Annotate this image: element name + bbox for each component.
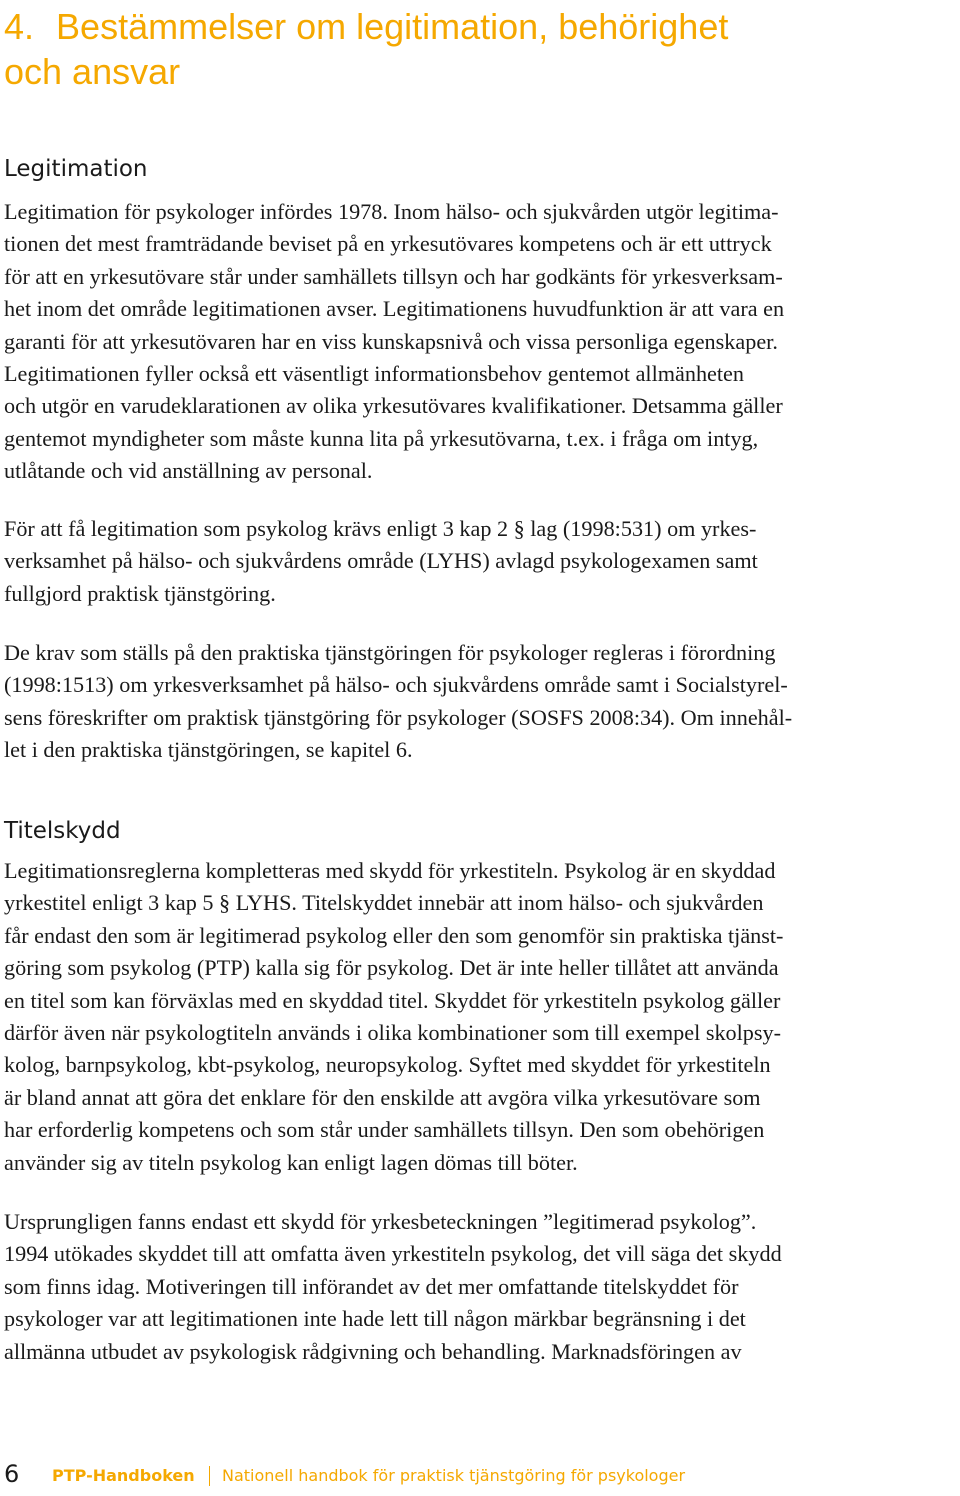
text-line: har erforderlig kompetens och som står under samhällets tillsyn. Den som obehörigen [4,1117,765,1143]
text-line: för att en yrkesutövare står under samhällets tillsyn och har godkänts för yrkesverksam- [4,263,783,289]
text-line: och utgör en varudeklarationen av olika yrkesutövares kvalifikationer. Detsamma gäller [4,393,783,419]
text-line: göring som psykolog (PTP) kalla sig för psykolog. Det är inte heller tillåtet att använda [4,955,779,981]
paragraph-legitimation-intro [4,196,784,488]
text-line: sens föreskrifter om praktisk tjänstgöring för psykologer (SOSFS 2008:34). Om innehål- [4,704,793,730]
text-line: kolog, barnpsykolog, kbt-psykolog, neuropsykolog. Syftet med skyddet för yrkestiteln [4,1052,771,1078]
paragraph-practical-service [4,637,792,767]
paragraph-title-history [4,1206,782,1368]
text-line: Legitimation för psykologer infördes 1978. Inom hälso- och sjukvården utgör legitima- [4,199,779,224]
text-line: 1994 utökades skyddet till att omfatta även yrkestiteln psykolog, det vill säga det skydd [4,1241,782,1267]
footer-divider [209,1466,210,1486]
text-line: får endast den som är legitimerad psykolog eller den som genomför sin praktiska tjänst- [4,922,784,948]
paragraph-titelskydd [4,855,783,1179]
text-line: använder sig av titeln psykolog kan enligt lagen dömas till böter. [4,1149,578,1175]
chapter-title-line-1: Bestämmelser om legitimation, behörighet [56,6,729,47]
text-line: let i den praktiska tjänstgöringen, se kapitel 6. [4,737,413,763]
chapter-number: 4. [4,6,35,47]
text-line: För att få legitimation som psykolog krävs enligt 3 kap 2 § lag (1998:531) om yrkes- [4,516,757,541]
text-line: allmänna utbudet av psykologisk rådgivning och behandling. Marknadsföringen av [4,1338,742,1364]
paragraph-legitimation-requirements [4,513,758,610]
text-line: Ursprungligen fanns endast ett skydd för yrkesbeteckningen ”legitimerad psykolog”. [4,1209,757,1234]
section-heading-titelskydd: Titelskydd [4,818,121,844]
footer-brand: PTP-Handboken [52,1466,195,1485]
text-line: psykologer var att legitimationen inte hade lett till någon märkbar begränsning i det [4,1306,746,1332]
page-number: 6 [4,1460,20,1488]
text-line: som finns idag. Motiveringen till införandet av det mer omfattande titelskyddet för [4,1273,739,1299]
footer-subtitle: Nationell handbok för praktisk tjänstgöring för psykologer [222,1466,686,1485]
text-line: gentemot myndigheter som måste kunna lita på yrkesutövarna, t.ex. i fråga om intyg, [4,425,759,451]
text-line: (1998:1513) om yrkesverksamhet på hälso- och sjukvårdens område samt i Socialstyrel- [4,672,788,698]
text-line: yrkestitel enligt 3 kap 5 § LYHS. Titelskyddet innebär att inom hälso- och sjukvården [4,890,764,916]
section-heading-legitimation: Legitimation [4,156,148,182]
text-line: är bland annat att göra det enklare för den enskilde att avgöra vilka yrkesutövare som [4,1084,761,1110]
document-page [4,0,954,1496]
chapter-title [4,4,944,94]
text-line: De krav som ställs på den praktiska tjänstgöringen för psykologer regleras i förordning [4,640,776,665]
text-line: fullgjord praktisk tjänstgöring. [4,580,276,606]
text-line: Legitimationen fyller också ett väsentligt informationsbehov gentemot allmänheten [4,361,744,387]
text-line: tionen det mest framträdande beviset på en yrkesutövares kompetens och är ett uttryck [4,231,772,257]
text-line: Legitimationsreglerna kompletteras med skydd för yrkestiteln. Psykolog är en skyddad [4,858,776,883]
text-line: en titel som kan förväxlas med en skyddad titel. Skyddet för yrkestiteln psykolog gäller [4,987,781,1013]
chapter-title-line-2: och ansvar [4,51,181,92]
text-line: verksamhet på hälso- och sjukvårdens område (LYHS) avlagd psykologexamen samt [4,548,758,574]
text-line: utlåtande och vid anställning av personal. [4,458,373,484]
text-line: därför även när psykologtiteln används i olika kombinationer som till exempel skolpsy- [4,1020,782,1046]
text-line: garanti för att yrkesutövaren har en viss kunskapsnivå och vissa personliga egenskaper. [4,328,778,354]
text-line: het inom det område legitimationen avser. Legitimationens huvudfunktion är att vara en [4,296,785,322]
